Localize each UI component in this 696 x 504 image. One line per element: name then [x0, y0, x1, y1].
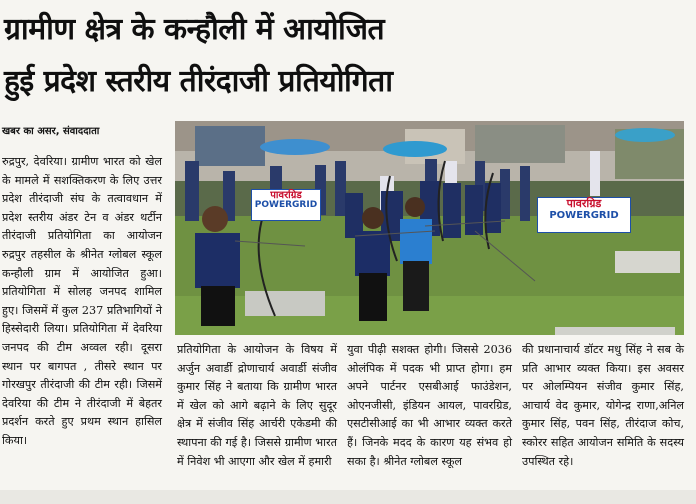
article-column-1: रुद्रपुर, देवरिया। ग्रामीण भारत को खेल के मामले में सशक्तिकरण के लिए उत्तर प्रदेश तीरंदाजी संघ के तत्वावधान में प्रदेश स्तरीय अंडर टेन व अंडर थर्टीन तीरंदाजी प्रतियोगिता का आयोजन रुद्रपुर तहसील के श्रीनेत ग्लोबल स्कूल कन्हौली ग्राम में आयोजित हुआ। प्रतियोगिता में सोलह जनपद शामिल हुए। जिसमें में कुल 237 प्रतिभागियों ने हिस्सेदारी लिया। प्रतियोगिता में देवरिया जनपद की टीम अव्वल रही। दूसरा स्थान पर बागपत , तीसरे स्थान पर गोरखपुर तीरंदाजी की टीम रही। जिसमें देवरिया की टीम ने तीरंदाजी में बेहतर प्रदर्शन करते हुए प्रथम स्थान हासिल किया। [2, 155, 162, 447]
powergrid-banner-right [537, 197, 631, 233]
banner-right-english: POWERGRID [549, 210, 619, 222]
banner-right-hindi: पावरग्रिड [566, 197, 602, 210]
page-bottom-edge [0, 490, 696, 504]
article-column-2: प्रतियोगिता के आयोजन के विषय में अर्जुन अवार्डी द्रोणाचार्य अवार्डी संजीव कुमार सिंह ने बताया कि ग्रामीण भारत में खेल को आगे बढ़ाने के लिए सुदूर क्षेत्र में संजीव सिंह आर्चरी एकेडमी की स्थापना की गई है। जिससे ग्रामीण भारत में निवेश भी आएगा और खेल में हमारी [177, 343, 337, 468]
byline: खबर का असर, संवाददाता [2, 126, 100, 137]
headline-line-2: हुई प्रदेश स्तरीय तीरंदाजी प्रतियोगिता [4, 64, 393, 99]
article-column-3: युवा पीढ़ी सशक्त होगी। जिससे 2036 ओलंपिक में पदक भी प्राप्त होगा। हम अपने पार्टनर एसबीआई फाउंडेशन, ओएनजीसी, इंडियन आयल, पावरग्रिड, एसटीसीआई का भी आभार व्यक्त करते हैं। जिनके मदद के कारण यह संभव हो सका है। श्रीनेत ग्लोबल स्कूल [347, 343, 512, 468]
powergrid-banner-left [251, 189, 321, 221]
banner-left-hindi: पावरग्रिड [270, 190, 302, 201]
news-photo [175, 121, 684, 335]
headline-line-1: ग्रामीण क्षेत्र के कन्हौली में आयोजित [4, 12, 385, 47]
article-column-4: की प्रधानाचार्य डॉटर मधु सिंह ने सब के प्रति आभार व्यक्त किया। इस अवसर पर ओलम्पियन संजीव कुमार सिंह, आचार्य वेद कुमार, योगेन्द्र राणा,अनिल कुमार सिंह, पवन सिंह, तीरंदाज कोच, स्कोरर सहित आयोजन समिति के सदस्य उपस्थित रहे। [522, 343, 684, 468]
banner-left-english: POWERGRID [254, 200, 318, 210]
